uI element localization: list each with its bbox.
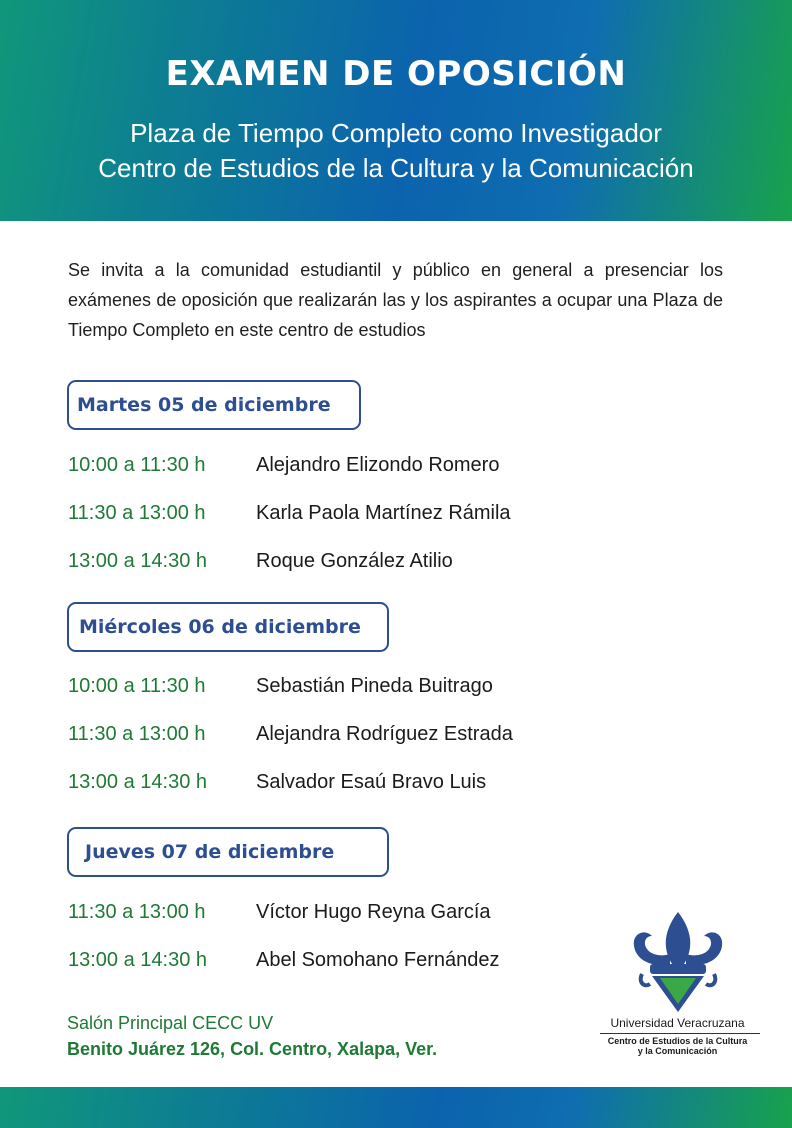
slot-time: 10:00 a 11:30 h bbox=[68, 454, 206, 476]
university-name: Universidad Veracruzana bbox=[610, 1016, 745, 1030]
venue-place: Salón Principal CECC UV bbox=[67, 1013, 274, 1033]
day-heading-martes bbox=[67, 380, 361, 430]
slot-name: Abel Somohano Fernández bbox=[256, 949, 500, 971]
intro-paragraph: Se invita a la comunidad estudiantil y público en general a presenciar los exámenes de oposición que realizarán las y los aspirantes a ocupar una Plaza de Tiempo Completo en este centro de estudios bbox=[68, 260, 723, 340]
slot-time: 13:00 a 14:30 h bbox=[68, 949, 208, 971]
footer-band bbox=[0, 1087, 792, 1128]
logo-divider bbox=[600, 1033, 760, 1034]
slot-time: 11:30 a 13:00 h bbox=[68, 502, 206, 524]
slot-time: 13:00 a 14:30 h bbox=[68, 771, 208, 793]
venue-info bbox=[67, 1012, 437, 1060]
day-label: Jueves 07 de diciembre bbox=[85, 841, 335, 863]
slot-name: Salvador Esaú Bravo Luis bbox=[256, 771, 487, 793]
slot-name: Víctor Hugo Reyna García bbox=[256, 901, 491, 923]
header-banner bbox=[0, 0, 792, 221]
slot-time: 11:30 a 13:00 h bbox=[68, 723, 206, 745]
venue-address: Benito Juárez 126, Col. Centro, Xalapa, Ver. bbox=[67, 1039, 438, 1059]
slot-name: Karla Paola Martínez Rámila bbox=[256, 502, 511, 524]
subtitle-center: Centro de Estudios de la Cultura y la Comunicación bbox=[98, 153, 694, 183]
slot-name: Sebastián Pineda Buitrago bbox=[256, 675, 493, 697]
center-name bbox=[590, 1036, 765, 1056]
flor-de-lis-icon bbox=[590, 908, 770, 1014]
day-label: Miércoles 06 de diciembre bbox=[79, 616, 361, 638]
slot-name: Alejandra Rodríguez Estrada bbox=[256, 723, 513, 745]
subtitle-position: Plaza de Tiempo Completo como Investigador bbox=[130, 118, 662, 148]
day-heading-jueves bbox=[67, 827, 389, 877]
center-name-line: Centro de Estudios de la Cultura bbox=[607, 1036, 748, 1046]
slot-time: 10:00 a 11:30 h bbox=[68, 675, 206, 697]
slot-name: Alejandro Elizondo Romero bbox=[256, 454, 500, 476]
slot-name: Roque González Atilio bbox=[256, 550, 453, 572]
center-name-line: y la Comunicación bbox=[637, 1046, 718, 1056]
slot-time: 11:30 a 13:00 h bbox=[68, 901, 206, 923]
slot-time: 13:00 a 14:30 h bbox=[68, 550, 208, 572]
day-label: Martes 05 de diciembre bbox=[77, 394, 331, 416]
day-heading-miercoles bbox=[67, 602, 389, 652]
university-logo bbox=[590, 908, 770, 1073]
page-title: EXAMEN DE OPOSICIÓN bbox=[165, 54, 627, 94]
